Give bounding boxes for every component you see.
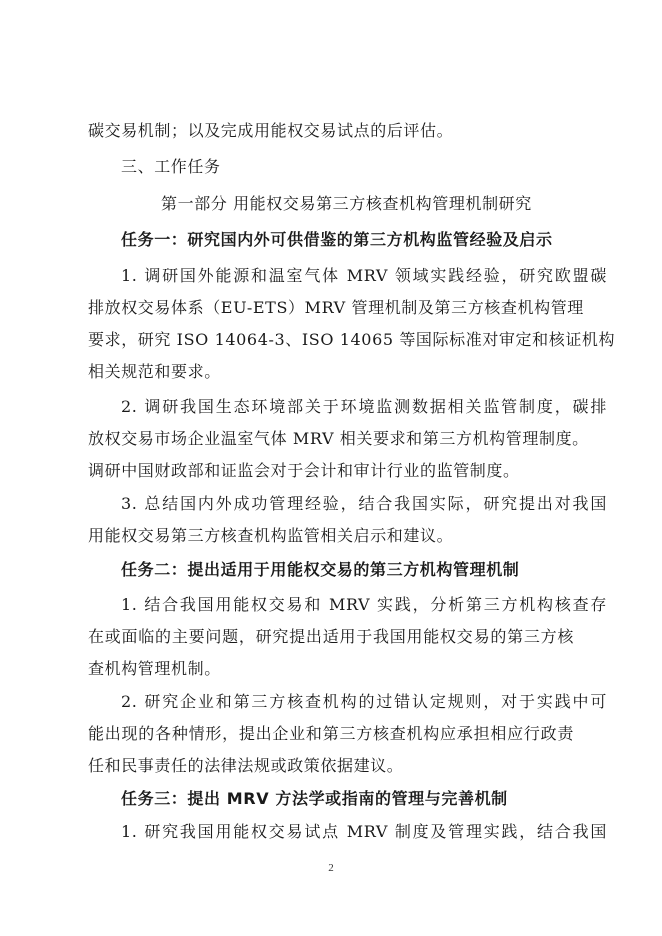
section-heading-work-tasks: 三、工作任务 — [121, 157, 221, 176]
task2-item2-line2: 能出现的各种情形，提出企业和第三方核查机构应承担相应行政责 — [88, 724, 574, 743]
task1-item1-line1: 1. 调研国外能源和温室气体 MRV 领域实践经验，研究欧盟碳 — [121, 266, 607, 285]
task1-item3-line1: 3. 总结国内外成功管理经验，结合我国实际，研究提出对我国 — [121, 494, 607, 513]
task-one-heading: 任务一：研究国内外可供借鉴的第三方机构监管经验及启示 — [121, 230, 553, 249]
task2-item1-line1: 1. 结合我国用能权交易和 MRV 实践，分析第三方机构核查存 — [121, 595, 607, 614]
task-three-heading: 任务三：提出 MRV 方法学或指南的管理与完善机制 — [121, 789, 508, 808]
task2-item2-line1: 2. 研究企业和第三方核查机构的过错认定规则，对于实践中可 — [121, 692, 607, 711]
task3-item1-line1: 1. 研究我国用能权交易试点 MRV 制度及管理实践，结合我国 — [121, 822, 607, 841]
task1-item1-line4: 相关规范和要求。 — [88, 362, 221, 381]
task1-item2-line1: 2. 调研我国生态环境部关于环境监测数据相关监管制度，碳排 — [121, 397, 607, 416]
task1-item2-line2: 放权交易市场企业温室气体 MRV 相关要求和第三方机构管理制度。 — [88, 429, 589, 448]
page-number: 2 — [328, 862, 334, 874]
task-two-heading: 任务二：提出适用于用能权交易的第三方机构管理机制 — [121, 560, 520, 579]
task1-item1-line3: 要求，研究 ISO 14064-3、ISO 14065 等国际标准对审定和核证机构 — [88, 330, 616, 349]
task2-item2-line3: 任和民事责任的法律法规或政策依据建议。 — [88, 756, 404, 775]
paragraph-continuation: 碳交易机制；以及完成用能权交易试点的后评估。 — [88, 121, 454, 140]
task1-item3-line2: 用能权交易第三方核查机构监管相关启示和建议。 — [88, 526, 454, 545]
task2-item1-line3: 查机构管理机制。 — [88, 659, 221, 678]
task1-item2-line3: 调研中国财政部和证监会对于会计和审计行业的监管制度。 — [88, 461, 520, 480]
task2-item1-line2: 在或面临的主要问题，研究提出适用于我国用能权交易的第三方核 — [88, 627, 574, 646]
task1-item1-line2: 排放权交易体系（EU-ETS）MRV 管理机制及第三方核查机构管理 — [88, 298, 584, 317]
part-one-title: 第一部分 用能权交易第三方核查机构管理机制研究 — [161, 194, 532, 213]
